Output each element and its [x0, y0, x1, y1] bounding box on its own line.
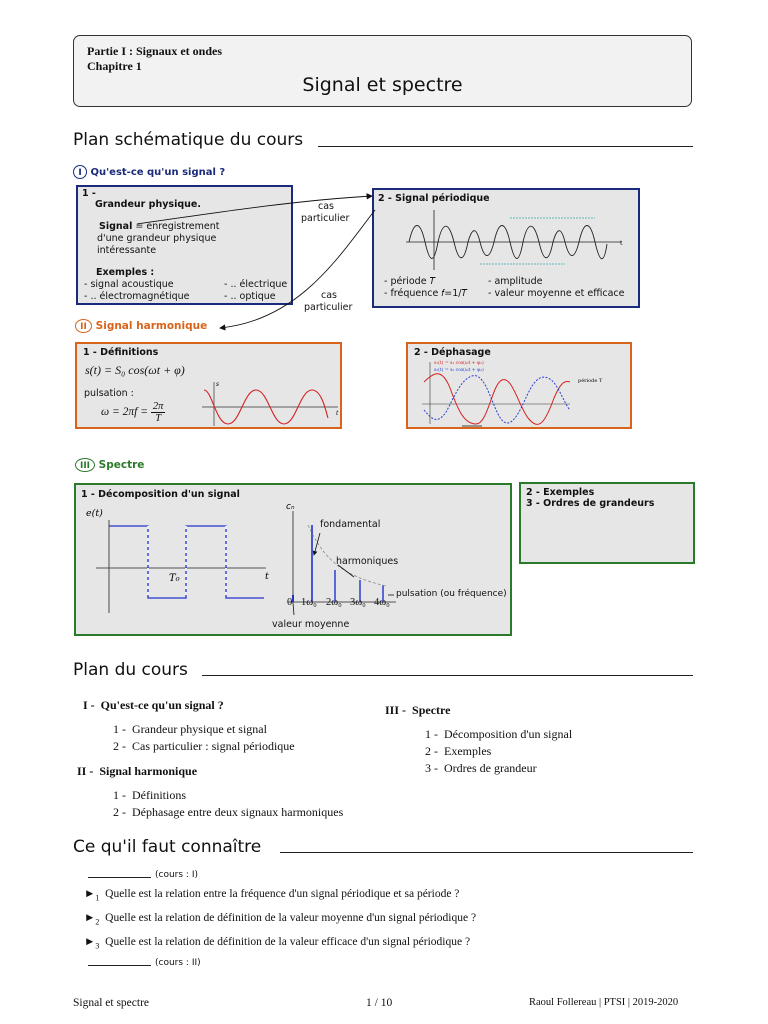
examples-title: Exemples :	[96, 267, 155, 278]
svg-text:t: t	[336, 410, 339, 417]
period-T0-label: T₀	[169, 573, 180, 584]
box-number: 1 -	[82, 188, 96, 199]
question-2	[84, 912, 476, 926]
section2-heading	[75, 319, 207, 333]
plan-title: Plan du cours	[73, 660, 188, 680]
plan-item	[425, 727, 572, 742]
box-definitions	[75, 342, 342, 429]
plan-num: III -	[385, 703, 407, 717]
example-1: - signal acoustique	[84, 279, 174, 290]
harmonics-label: harmoniques	[336, 556, 399, 567]
signal-def-1: = enregistrement	[132, 221, 220, 232]
example-4: - .. optique	[224, 291, 276, 302]
arrow2-label-1: cas	[321, 290, 337, 301]
plan-item	[113, 739, 295, 754]
signal-def-2: d'une grandeur physique	[97, 233, 217, 244]
question-index: 2	[95, 917, 100, 927]
plan-num: I -	[83, 698, 95, 712]
periodic-signal-plot	[404, 206, 629, 272]
box-decomposition	[74, 483, 512, 636]
chapter-header	[73, 35, 692, 107]
plan-item-text: Exemples	[444, 744, 492, 758]
question-marker: ►	[84, 936, 96, 948]
question-index: 1	[95, 893, 100, 903]
section2-title: Signal harmonique	[95, 320, 208, 332]
plan-heading: Spectre	[412, 703, 451, 717]
plan-item-text: Définitions	[132, 788, 186, 802]
signal-word: Signal	[99, 221, 133, 232]
box-dephasage	[406, 342, 632, 429]
question-index: 3	[95, 941, 100, 951]
plan-heading: Qu'est-ce qu'un signal ?	[100, 698, 224, 712]
schematic-title: Plan schématique du cours	[73, 130, 304, 150]
plan-item-text: Décomposition d'un signal	[444, 727, 573, 741]
frequency-axis-label: pulsation (ou fréquence)	[396, 589, 507, 599]
plan-item	[425, 744, 491, 759]
pulsation-formula-text: ω = 2πf =	[101, 406, 151, 419]
plan-item-num: 2 -	[425, 744, 438, 758]
decomposition-diagram	[76, 485, 514, 638]
plan-section-II	[77, 764, 197, 779]
question-text: Quelle est la relation de définition de la valeur moyenne d'un signal périodique ?	[105, 912, 477, 924]
plan-item	[113, 788, 186, 803]
plan-heading: Signal harmonique	[99, 764, 198, 778]
box-title: 2 - Déphasage	[414, 347, 491, 358]
plan-item-text: Grandeur physique et signal	[132, 722, 267, 736]
periodic-period: - période 𝑇	[384, 276, 436, 287]
svg-text:s: s	[216, 381, 220, 388]
section1-heading	[73, 165, 225, 179]
harmonic-formula: s(t) = S₀ cos(ωt + φ)	[85, 363, 185, 377]
t-axis-label: t	[620, 240, 623, 247]
plan-item-text: Ordres de grandeur	[444, 761, 537, 775]
example-3: - .. électromagnétique	[84, 291, 190, 302]
tag-rule-2	[88, 965, 151, 966]
examples-label: 2 - Exemples	[526, 487, 595, 498]
section3-heading	[75, 458, 144, 472]
plan-item-text: Cas particulier : signal périodique	[132, 739, 295, 753]
box-grandeur-physique	[76, 185, 293, 305]
fundamental-label: fondamental	[320, 519, 381, 530]
page-number: 1 / 10	[366, 997, 393, 1009]
signal-2-wave	[424, 376, 570, 423]
tick-4w0: 4ω₀	[374, 597, 390, 608]
fraction-numerator: 2π	[152, 401, 164, 412]
example-2: - .. électrique	[224, 279, 288, 290]
signal-definition	[99, 221, 219, 233]
plan-rule	[202, 675, 693, 676]
course-tag-2: (cours : II)	[155, 958, 201, 968]
arrow1-label-1: cas	[318, 201, 334, 212]
title-rule	[318, 146, 693, 147]
know-rule	[280, 852, 693, 853]
fraction-denominator: T	[155, 413, 162, 424]
plan-item-num: 3 -	[425, 761, 438, 775]
tick-3w0: 3ω₀	[350, 597, 366, 608]
period-note: période T	[578, 378, 603, 384]
plan-item	[425, 761, 537, 776]
mean-value-label: valeur moyenne	[272, 619, 350, 630]
question-1	[84, 888, 459, 902]
plan-num: II -	[77, 764, 94, 778]
plan-item-num: 1 -	[113, 788, 126, 802]
section2-number: II	[75, 319, 92, 333]
know-title: Ce qu'il faut connaître	[73, 837, 262, 857]
plan-item-num: 2 -	[113, 739, 126, 753]
signal-def-3: intéressante	[97, 245, 157, 256]
pulsation-formula	[101, 401, 165, 424]
legend-signal-2: s₂(t) = s₂ cos(ωt + φ₂)	[434, 368, 484, 373]
periodic-frequency: - fréquence 𝑓=1/𝑇	[384, 288, 468, 299]
chapter-label: Chapitre 1	[87, 59, 142, 73]
plan-item-num: 1 -	[113, 722, 126, 736]
square-y-label: e(t)	[86, 508, 103, 519]
periodic-amplitude: - amplitude	[488, 276, 543, 287]
box-title: 2 - Signal périodique	[378, 193, 490, 204]
plan-item-text: Déphasage entre deux signaux harmoniques	[132, 805, 344, 819]
plan-item-num: 1 -	[425, 727, 438, 741]
question-text: Quelle est la relation entre la fréquence d'un signal périodique et sa période ?	[105, 888, 460, 900]
legend-signal-1: s₁(t) = s₁ cos(ωt + φ₁)	[434, 361, 484, 366]
page-title: Signal et spectre	[302, 74, 463, 96]
square-t-label: t	[265, 571, 269, 582]
box-signal-periodique	[372, 188, 640, 308]
section3-title: Spectre	[98, 459, 145, 471]
harmonic-plot	[202, 378, 342, 428]
signal-1-wave	[424, 374, 570, 425]
tick-1w0: 1ω₀	[301, 597, 317, 608]
box-heading: Grandeur physique.	[95, 199, 201, 210]
tag-rule-1	[88, 877, 151, 878]
question-marker: ►	[84, 912, 96, 924]
footer-author: Raoul Follereau | PTSI | 2019-2020	[529, 997, 679, 1008]
box-examples	[519, 482, 695, 564]
question-marker: ►	[84, 888, 96, 900]
part-label: Partie I : Signaux et ondes	[87, 44, 222, 58]
tick-0: 0	[287, 597, 293, 608]
pulsation-label: pulsation :	[84, 388, 134, 399]
question-text: Quelle est la relation de définition de la valeur efficace d'un signal périodique ?	[105, 936, 471, 948]
box-title: 1 - Définitions	[83, 347, 159, 358]
cn-label: cₙ	[286, 502, 295, 512]
periodic-mean-rms: - valeur moyenne et efficace	[488, 288, 625, 299]
plan-item	[113, 722, 267, 737]
arrow2-label-2: particulier	[304, 302, 353, 313]
plan-section-I	[83, 698, 224, 713]
section1-number: I	[73, 165, 87, 179]
phase-shift-plot	[420, 358, 620, 430]
course-tag-1: (cours : I)	[155, 870, 198, 880]
plan-item	[113, 805, 343, 820]
footer-title: Signal et spectre	[73, 997, 150, 1009]
section3-number: III	[75, 458, 95, 472]
box-title: 1 - Décomposition d'un signal	[81, 489, 240, 500]
arrow1-label-2: particulier	[301, 213, 350, 224]
question-3	[84, 936, 470, 950]
orders-label: 3 - Ordres de grandeurs	[526, 498, 655, 509]
section1-title: Qu'est-ce qu'un signal ?	[90, 167, 226, 178]
tick-2w0: 2ω₀	[326, 597, 342, 608]
plan-item-num: 2 -	[113, 805, 126, 819]
plan-section-III	[385, 703, 450, 718]
